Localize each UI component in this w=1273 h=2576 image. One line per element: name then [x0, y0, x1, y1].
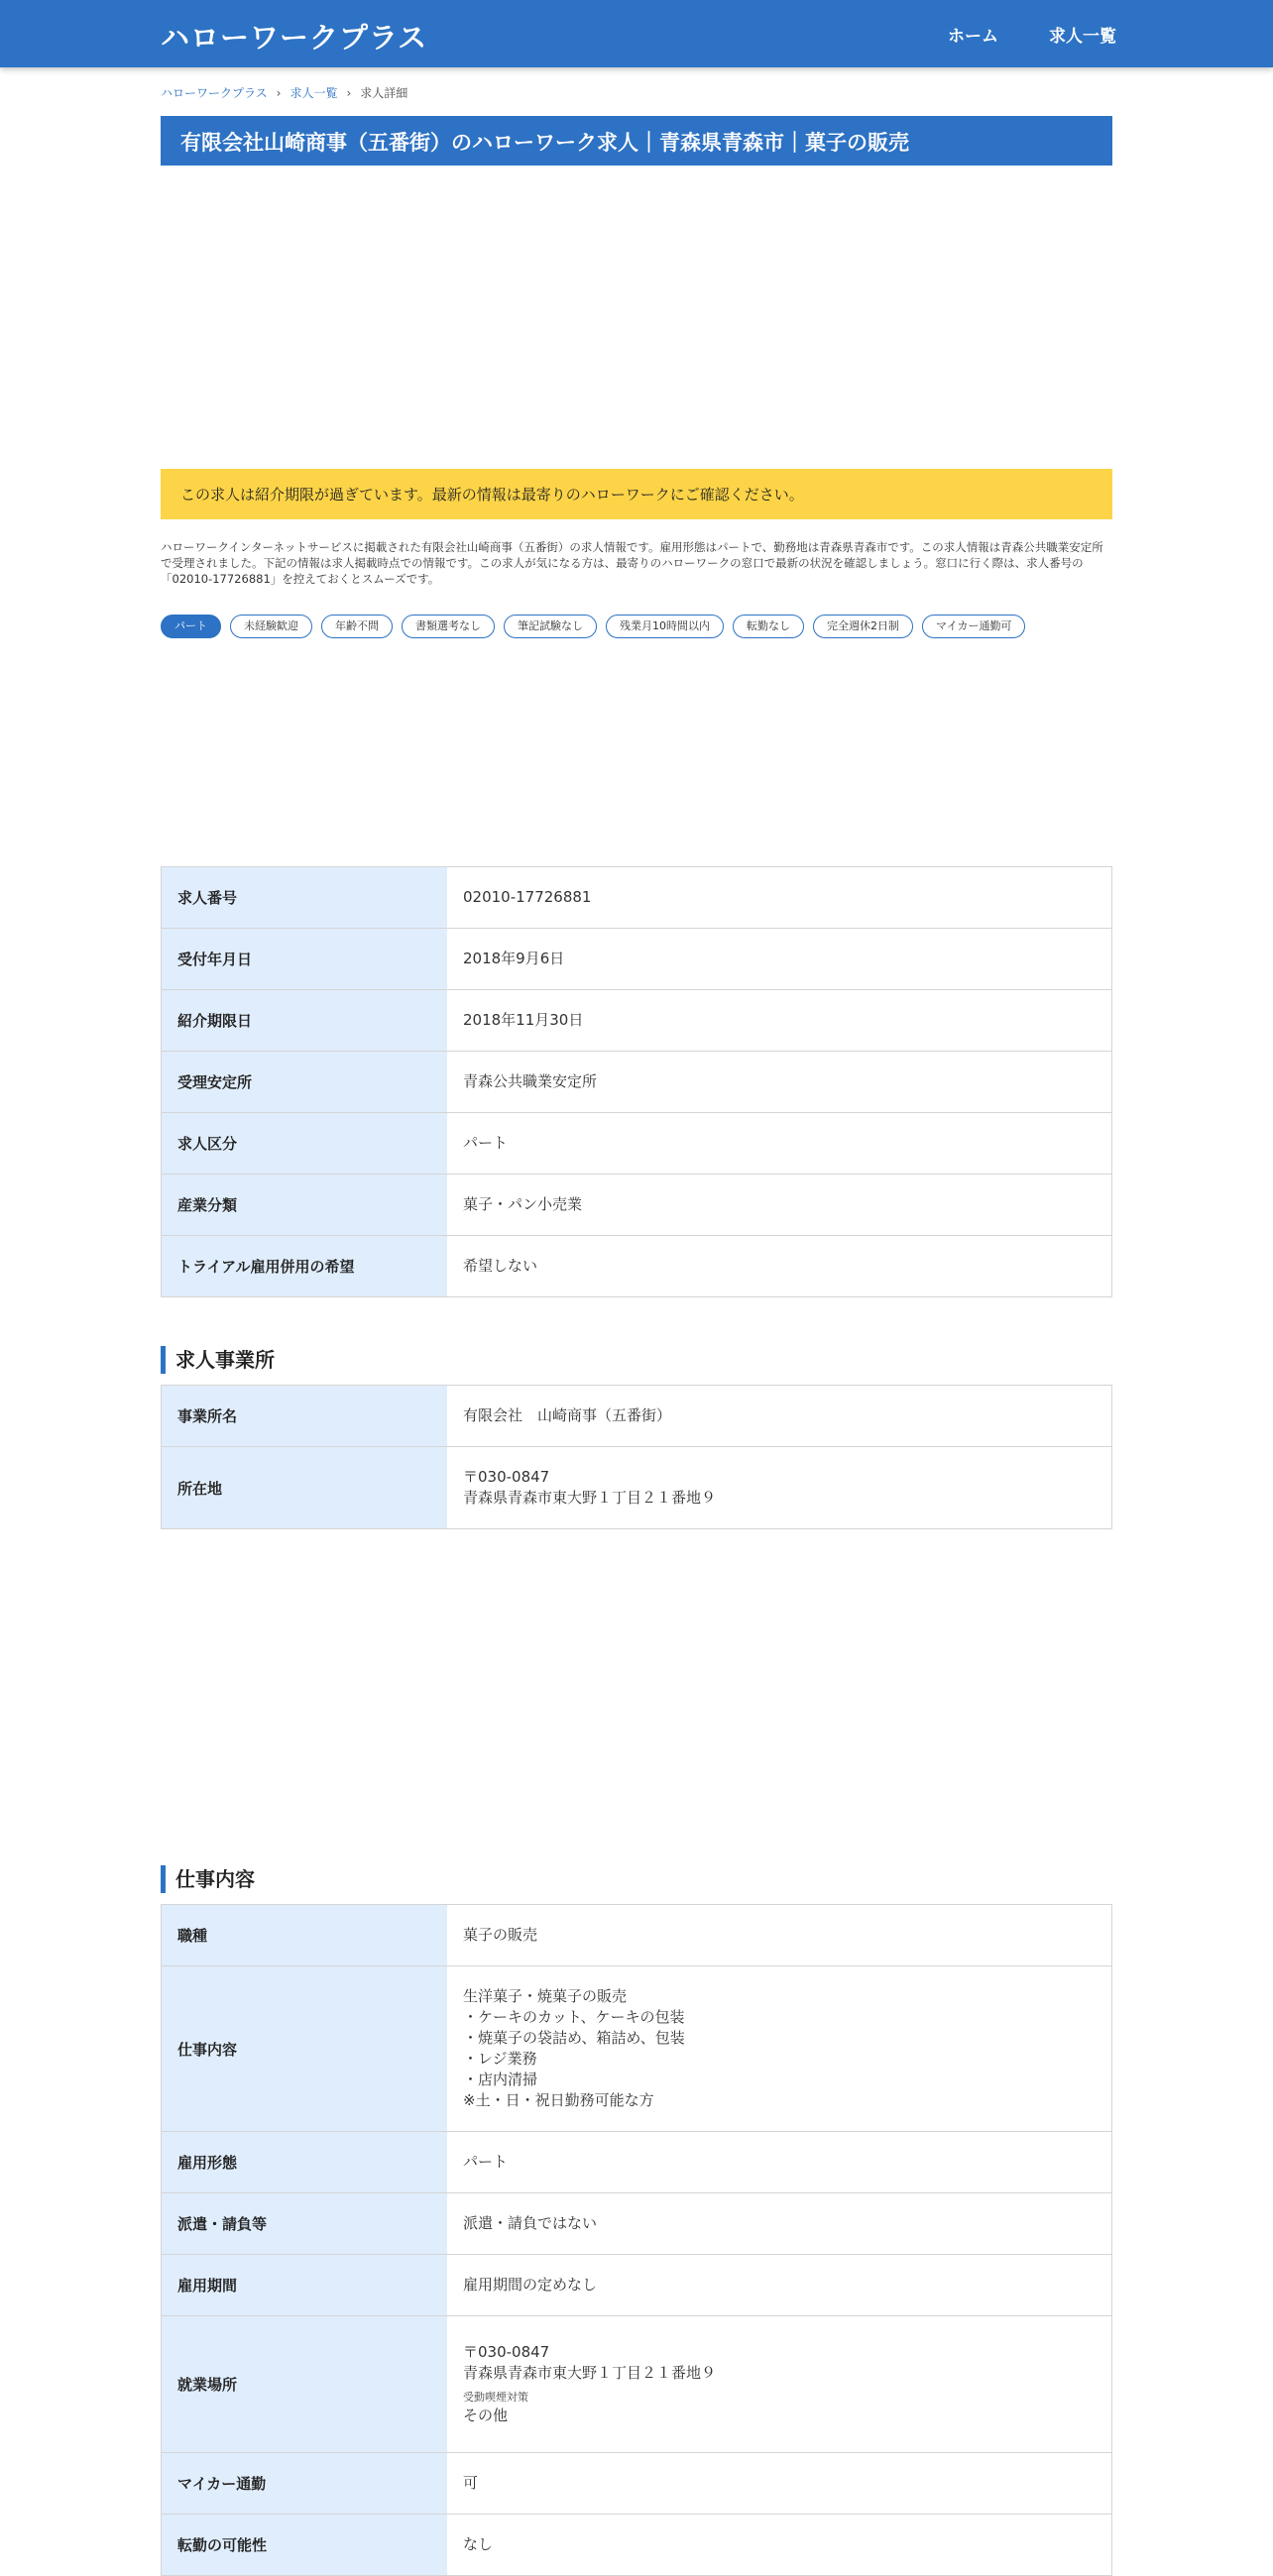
tag-no-written-test[interactable]: 筆記試験なし	[504, 615, 597, 638]
row-value: パート	[463, 1134, 509, 1152]
tag-any-age[interactable]: 年齢不問	[321, 615, 393, 638]
description-line: ・焼菓子の袋詰め、箱詰め、包装	[463, 2029, 685, 2047]
row-label: 事業所名	[162, 1386, 447, 1446]
postal-code: 〒030-0847	[463, 1468, 550, 1486]
row-value: 有限会社 山崎商事（五番街）	[463, 1406, 672, 1424]
chevron-right-icon: ›	[276, 85, 282, 100]
row-label: マイカー通勤	[162, 2453, 447, 2514]
job-table	[161, 1904, 1112, 2576]
row-label: 派遣・請負等	[162, 2193, 447, 2254]
address: 青森県青森市東大野１丁目２１番地９	[463, 1489, 717, 1507]
table-row	[162, 2316, 1111, 2453]
row-value: 02010-17726881	[463, 888, 592, 906]
smoking-measure-value: その他	[463, 2407, 509, 2424]
table-row	[162, 1966, 1111, 2132]
description-line: ・ケーキのカット、ケーキの包装	[463, 2008, 685, 2026]
site-header	[0, 0, 1273, 67]
expired-notice: この求人は紹介期限が過ぎています。最新の情報は最寄りのハローワークにご確認ください。	[161, 469, 1112, 519]
table-row	[162, 867, 1111, 929]
tag-no-document-screening[interactable]: 書類選考なし	[402, 615, 495, 638]
row-label: トライアル雇用併用の希望	[162, 1236, 447, 1296]
intro-text: ハローワークインターネットサービスに掲載された有限会社山崎商事（五番街）の求人情報です。雇用形態はパートで、勤務地は青森県青森市です。この求人情報は青森公共職業安定所で受理されました。下記の情報は求人掲載時点での情報です。この求人が気になる方は、最寄りのハローワークの窓口で最新の状況を確認しましょう。窓口に行く際は、求人番号の「02010-17726881」を控えておくとスムーズです。	[161, 540, 1103, 586]
row-label: 受理安定所	[162, 1052, 447, 1112]
breadcrumb-current: 求人詳細	[360, 86, 408, 100]
row-label: 産業分類	[162, 1175, 447, 1235]
row-value: 派遣・請負ではない	[463, 2214, 598, 2232]
table-row	[162, 1447, 1111, 1529]
row-label: 就業場所	[162, 2316, 447, 2452]
row-label: 受付年月日	[162, 929, 447, 989]
row-value: 青森公共職業安定所	[463, 1072, 598, 1090]
row-label: 雇用形態	[162, 2132, 447, 2192]
row-value	[447, 1447, 1111, 1528]
description-line: ・店内清掃	[463, 2071, 538, 2088]
row-label: 紹介期限日	[162, 990, 447, 1051]
row-value: 菓子の販売	[463, 1926, 538, 1944]
table-row	[162, 990, 1111, 1052]
page-title: 有限会社山崎商事（五番街）のハローワーク求人｜青森県青森市｜菓子の販売	[161, 116, 1112, 166]
table-row	[162, 1113, 1111, 1175]
tag-two-days-off[interactable]: 完全週休2日制	[813, 615, 913, 638]
table-row	[162, 2193, 1111, 2255]
tag-low-overtime[interactable]: 残業月10時間以内	[606, 615, 724, 638]
row-label: 雇用期間	[162, 2255, 447, 2315]
row-value: 2018年11月30日	[463, 1011, 584, 1029]
smoking-measure-label: 受動喫煙対策	[463, 2391, 528, 2404]
table-row	[162, 1905, 1111, 1966]
table-row	[162, 2255, 1111, 2316]
tag-no-transfer[interactable]: 転勤なし	[733, 615, 804, 638]
office-table	[161, 1385, 1112, 1529]
description-line: ・レジ業務	[463, 2050, 537, 2068]
job-description	[447, 1966, 1111, 2131]
tag-part-time[interactable]: パート	[161, 615, 221, 638]
breadcrumb-home-link[interactable]: ハローワークプラス	[161, 86, 268, 100]
table-row	[162, 1386, 1111, 1447]
address: 青森県青森市東大野１丁目２１番地９	[463, 2364, 717, 2382]
row-value	[447, 2316, 1111, 2452]
row-value: 菓子・パン小売業	[463, 1195, 583, 1213]
table-row	[162, 2132, 1111, 2193]
row-label: 転勤の可能性	[162, 2515, 447, 2575]
nav-home-link[interactable]: ホーム	[948, 27, 998, 47]
breadcrumb	[161, 84, 407, 101]
row-label: 所在地	[162, 1447, 447, 1528]
table-row	[162, 1052, 1111, 1113]
tag-no-experience[interactable]: 未経験歓迎	[230, 615, 312, 638]
row-value: 雇用期間の定めなし	[463, 2276, 598, 2294]
breadcrumb-job-list-link[interactable]: 求人一覧	[289, 86, 338, 100]
chevron-right-icon: ›	[346, 85, 352, 100]
row-value: 可	[463, 2474, 479, 2492]
site-logo-link[interactable]: ハローワークプラス	[161, 21, 428, 55]
row-value: パート	[463, 2153, 509, 2171]
table-row	[162, 929, 1111, 990]
office-section-heading: 求人事業所	[161, 1346, 275, 1374]
table-row	[162, 2453, 1111, 2515]
row-value: 2018年9月6日	[463, 950, 565, 967]
nav-job-list-link[interactable]: 求人一覧	[1049, 27, 1116, 47]
row-label: 仕事内容	[162, 1966, 447, 2131]
row-label: 求人番号	[162, 867, 447, 928]
row-value: なし	[463, 2535, 494, 2553]
postal-code: 〒030-0847	[463, 2343, 550, 2361]
table-row	[162, 1236, 1111, 1297]
basic-info-table	[161, 866, 1112, 1297]
tag-car-commute[interactable]: マイカー通勤可	[922, 615, 1025, 638]
table-row	[162, 1175, 1111, 1236]
job-section-heading: 仕事内容	[161, 1865, 255, 1893]
table-row	[162, 2515, 1111, 2576]
description-line: 生洋菓子・焼菓子の販売	[463, 1987, 628, 2005]
row-value: 希望しない	[463, 1257, 538, 1275]
row-label: 求人区分	[162, 1113, 447, 1174]
description-line: ※土・日・祝日勤務可能な方	[463, 2091, 654, 2109]
row-label: 職種	[162, 1905, 447, 1965]
feature-tags	[161, 615, 1025, 638]
